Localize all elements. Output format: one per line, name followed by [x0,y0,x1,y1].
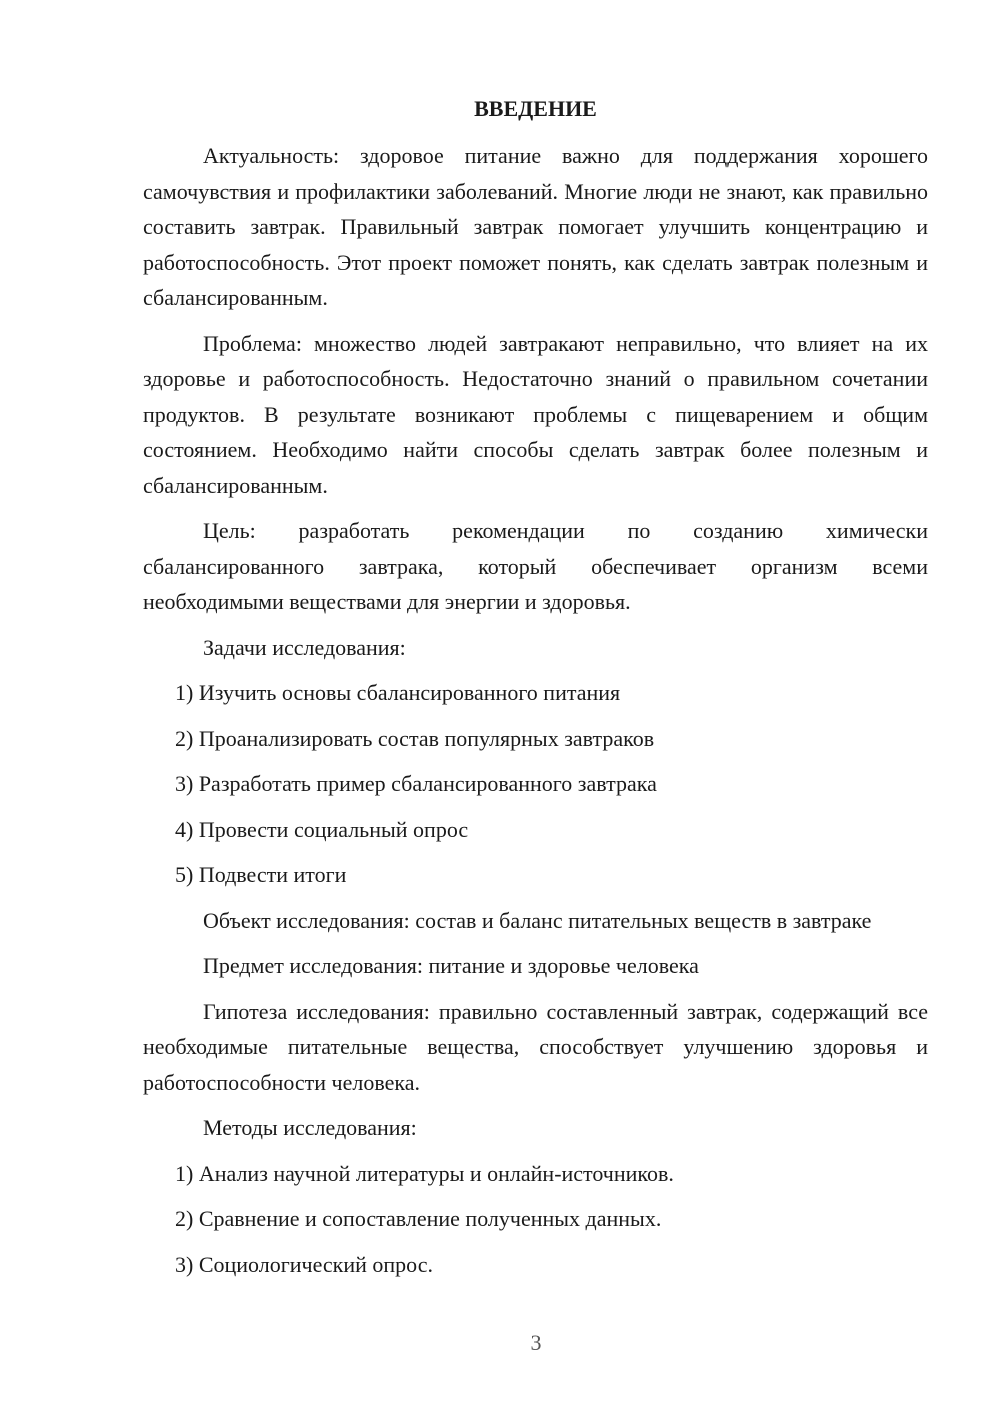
goal-paragraph: Цель: разработать рекомендации по созданию химически сбалансированного завтрака, который обеспечивает организм всеми необходимыми веществами для энергии и здоровья. [143,518,928,614]
relevance-paragraph: Актуальность: здоровое питание важно для поддержания хорошего самочувствия и профилактики заболеваний. Многие люди не знают, как правильно составить завтрак. Правильный завтрак помогает улучшить концентрацию и работоспособность. Этот проект поможет понять, как сделать завтрак полезным и сбалансированным. [143,143,928,310]
document-page [143,92,928,1292]
task-item-5: 5) Подвести итоги [175,862,347,887]
tasks-label: Задачи исследования: [203,634,406,660]
methods-label: Методы исследования: [203,1115,417,1140]
problem-paragraph: Проблема: множество людей завтракают неправильно, что влияет на их здоровье и работоспособность. Недостаточно знаний о правильном сочетании продуктов. В результате возникают проблемы с пищеварением и общим состоянием. Необходимо найти способы сделать завтрак более полезным и сбалансированным. [143,330,928,498]
task-item-2: 2) Проанализировать состав популярных завтраков [175,725,655,751]
subject-paragraph: Предмет исследования: питание и здоровье человека [203,953,699,978]
method-item-1: 1) Анализ научной литературы и онлайн-источников. [175,1160,674,1186]
method-item-3: 3) Социологический опрос. [175,1251,433,1277]
task-item-3: 3) Разработать пример сбалансированного завтрака [175,771,657,796]
object-paragraph: Объект исследования: состав и баланс питательных веществ в завтраке [203,907,872,933]
task-item-4: 4) Провести социальный опрос [175,816,469,842]
page-number: 3 [530,1330,542,1355]
page-title: ВВЕДЕНИЕ [474,96,597,121]
hypothesis-paragraph: Гипотеза исследования: правильно составленный завтрак, содержащий все необходимые питательные вещества, способствует улучшению здоровья и работоспособности человека. [143,998,928,1095]
method-item-2: 2) Сравнение и сопоставление полученных данных. [175,1206,662,1231]
task-item-1: 1) Изучить основы сбалансированного питания [175,680,621,705]
